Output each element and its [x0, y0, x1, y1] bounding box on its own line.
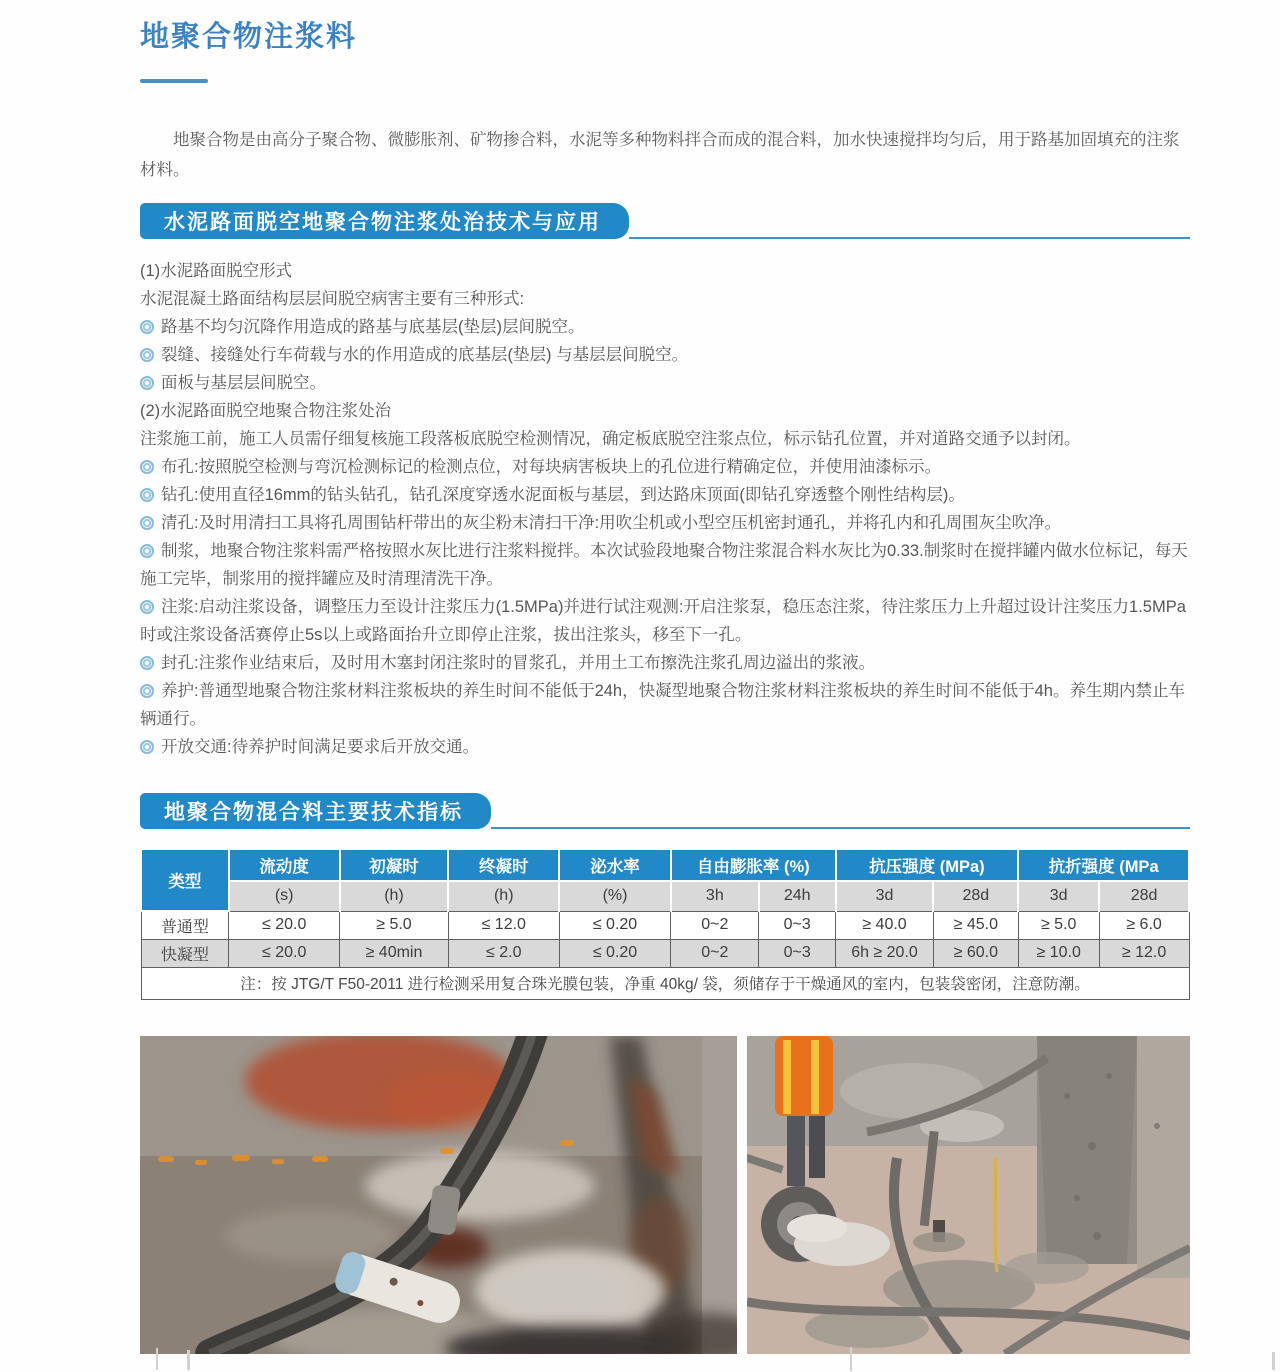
page-edge-artifact	[156, 1348, 158, 1370]
table-cell: ≥ 40.0	[836, 911, 934, 939]
ring-bullet-icon	[140, 656, 154, 670]
list-item	[140, 369, 1190, 397]
list-item-text: (2)水泥路面脱空地聚合物注浆处治	[140, 402, 392, 420]
col-header-bleeding: 泌水率	[559, 849, 671, 881]
sub-header: (s)	[229, 881, 340, 911]
title-underline	[140, 79, 208, 83]
sub-header: (%)	[559, 881, 671, 911]
section-1-body	[140, 257, 1190, 761]
intro-paragraph: 地聚合物是由高分子聚合物、微膨胀剂、矿物掺合料，水泥等多种物料拌合而成的混合料，加水快速搅拌均匀后，用于路基加固填充的注浆材料。	[140, 131, 1180, 179]
table-cell: 0~2	[671, 939, 759, 967]
list-item-text: 路基不均匀沉降作用造成的路基与底基层(垫层)层间脱空。	[161, 318, 585, 336]
col-header-flexural: 抗折强度 (MPa	[1018, 849, 1189, 881]
table-cell: 0~2	[671, 911, 759, 939]
ring-bullet-icon	[140, 488, 154, 502]
section-banner-2: 地聚合物混合料主要技术指标	[140, 793, 491, 829]
list-item	[140, 313, 1190, 341]
ring-bullet-icon	[140, 460, 154, 474]
list-item	[140, 453, 1190, 481]
table-cell: ≥ 5.0	[340, 911, 449, 939]
table-row	[141, 939, 1189, 967]
col-header-expansion: 自由膨胀率 (%)	[671, 849, 836, 881]
list-item-text: (1)水泥路面脱空形式	[140, 262, 293, 280]
table-cell: 6h ≥ 20.0	[836, 939, 934, 967]
list-item-text: 注浆施工前，施工人员需仔细复核施工段落板底脱空检测情况，确定板底脱空注浆点位，标示钻孔位置，并对道路交通予以封闭。	[140, 430, 1081, 448]
table-header-row-2	[141, 881, 1189, 911]
list-item-text: 开放交通:待养护时间满足要求后开放交通。	[161, 738, 480, 756]
list-item	[140, 341, 1190, 369]
list-item	[140, 733, 1190, 761]
photo-grouting-hose-on-pavement	[140, 1036, 737, 1354]
table-cell: ≤ 12.0	[448, 911, 559, 939]
pavement-grouting-photo-illustration	[140, 1036, 737, 1354]
list-item-text: 注浆:启动注浆设备，调整压力至设计注浆压力(1.5MPa)并进行试注观测:开启注浆泵，稳压态注浆，待注浆压力上升超过设计注奖压力1.5MPa时或注浆设备活赛停止5s以上或路面抬升立即停止注浆，拔出注浆头，移至下一孔。	[140, 598, 1186, 644]
list-item	[140, 397, 1190, 425]
section-banner-1: 水泥路面脱空地聚合物注浆处治技术与应用	[140, 203, 629, 239]
row-label: 快凝型	[141, 939, 229, 967]
table-row	[141, 911, 1189, 939]
list-item	[140, 285, 1190, 313]
table-cell: ≤ 2.0	[448, 939, 559, 967]
list-item-text: 钻孔:使用直径16mm的钻头钻孔，钻孔深度穿透水泥面板与基层，到达路床顶面(即钻孔穿透整个刚性结构层)。	[161, 486, 965, 504]
list-item-text: 布孔:按照脱空检测与弯沉检测标记的检测点位，对每块病害板块上的孔位进行精确定位，并使用油漆标示。	[161, 458, 942, 476]
list-item	[140, 677, 1190, 733]
ring-bullet-icon	[140, 740, 154, 754]
section-header-2	[140, 793, 1190, 829]
banner-rule-line	[491, 827, 1190, 829]
row-label: 普通型	[141, 911, 229, 939]
worksite-photo-illustration	[747, 1036, 1190, 1354]
list-item-text: 面板与基层层间脱空。	[161, 374, 326, 392]
ring-bullet-icon	[140, 684, 154, 698]
list-item-text: 水泥混凝土路面结构层层间脱空病害主要有三种形式:	[140, 290, 525, 308]
list-item-text: 养护:普通型地聚合物注浆材料注浆板块的养生时间不能低于24h，快凝型地聚合物注浆材料注浆板块的养生时间不能低于4h。养生期内禁止车辆通行。	[140, 682, 1185, 728]
page-edge-artifact	[1272, 1352, 1275, 1370]
table-note: 注：按 JTG/T F50-2011 进行检测采用复合珠光膜包装，净重 40kg/ 袋，须储存于干燥通风的室内，包装袋密闭，注意防潮。	[141, 967, 1189, 999]
table-cell: ≥ 60.0	[933, 939, 1018, 967]
ring-bullet-icon	[140, 320, 154, 334]
sub-header: 24h	[759, 881, 836, 911]
list-item	[140, 509, 1190, 537]
sub-header: 3d	[836, 881, 934, 911]
page-edge-artifact	[850, 1347, 852, 1371]
list-item	[140, 537, 1190, 593]
ring-bullet-icon	[140, 348, 154, 362]
sub-header: 28d	[1099, 881, 1189, 911]
table-cell: ≥ 45.0	[933, 911, 1018, 939]
table-cell: 0~3	[759, 911, 836, 939]
sub-header: (h)	[340, 881, 449, 911]
photo-grouting-worksite	[747, 1036, 1190, 1354]
table-cell: ≥ 40min	[340, 939, 449, 967]
table-cell: ≥ 10.0	[1018, 939, 1099, 967]
list-item	[140, 425, 1190, 453]
page-title: 地聚合物注浆料	[140, 21, 358, 53]
list-item-text: 裂缝、接缝处行车荷载与水的作用造成的底基层(垫层) 与基层层间脱空。	[161, 346, 689, 364]
sub-header: 28d	[933, 881, 1018, 911]
list-item	[140, 257, 1190, 285]
table-cell: ≥ 5.0	[1018, 911, 1099, 939]
ring-bullet-icon	[140, 544, 154, 558]
table-cell: ≥ 6.0	[1099, 911, 1189, 939]
ring-bullet-icon	[140, 516, 154, 530]
technical-specs-table	[140, 848, 1190, 1000]
ring-bullet-icon	[140, 376, 154, 390]
table-cell: ≤ 20.0	[229, 911, 340, 939]
table-header-row-1	[141, 849, 1189, 881]
col-header-initial-set: 初凝时	[340, 849, 449, 881]
table-cell: ≤ 0.20	[559, 939, 671, 967]
banner-rule-line	[629, 237, 1190, 239]
list-item	[140, 649, 1190, 677]
list-item-text: 制浆，地聚合物注浆料需严格按照水灰比进行注浆料搅拌。本次试验段地聚合物注浆混合料水灰比为0.33.制浆时在搅拌罐内做水位标记，每天施工完毕，制浆用的搅拌罐应及时清理清洗干净。	[140, 542, 1188, 588]
list-item-text: 清孔:及时用清扫工具将孔周围钻杆带出的灰尘粉末清扫干净:用吹尘机或小型空压机密封通孔，并将孔内和孔周围灰尘吹净。	[161, 514, 1062, 532]
col-header-final-set: 终凝时	[448, 849, 559, 881]
col-header-flow: 流动度	[229, 849, 340, 881]
list-item	[140, 593, 1190, 649]
table-note-row	[141, 967, 1189, 999]
ring-bullet-icon	[140, 600, 154, 614]
col-header-type: 类型	[141, 849, 229, 911]
table-cell: ≤ 0.20	[559, 911, 671, 939]
list-item	[140, 481, 1190, 509]
sub-header: 3d	[1018, 881, 1099, 911]
sub-header: (h)	[448, 881, 559, 911]
table-cell: ≤ 20.0	[229, 939, 340, 967]
sub-header: 3h	[671, 881, 759, 911]
list-item-text: 封孔:注浆作业结束后，及时用木塞封闭注浆时的冒浆孔，并用土工布擦洗注浆孔周边溢出的浆液。	[161, 654, 876, 672]
col-header-compressive: 抗压强度 (MPa)	[836, 849, 1019, 881]
page-edge-artifact	[187, 1350, 190, 1370]
table-cell: ≥ 12.0	[1099, 939, 1189, 967]
section-header-1	[140, 203, 1190, 239]
table-cell: 0~3	[759, 939, 836, 967]
photo-row	[140, 1036, 1190, 1354]
